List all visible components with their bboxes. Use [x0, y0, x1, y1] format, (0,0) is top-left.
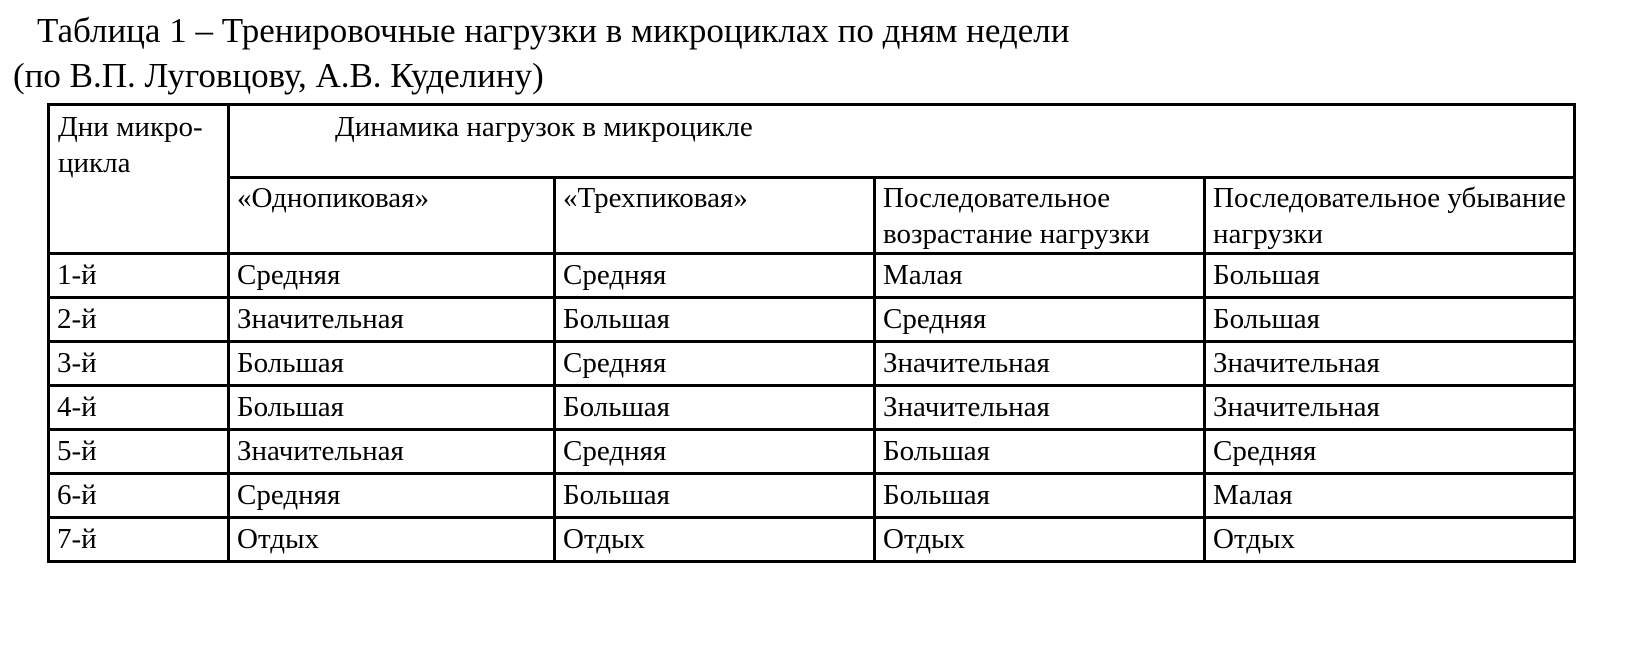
- header-row-group: [49, 105, 1575, 178]
- load-value: Отдых: [229, 518, 555, 562]
- day-label: 7-й: [49, 518, 229, 562]
- header-load-dynamics-group: Динамика нагрузок в микроцикле: [229, 105, 1575, 178]
- load-value: Малая: [875, 254, 1205, 298]
- load-value: Значительная: [875, 386, 1205, 430]
- table-caption-line-2: (по В.П. Луговцову, А.В. Куделину): [13, 56, 544, 95]
- day-label: 2-й: [49, 298, 229, 342]
- load-value: Значительная: [1205, 386, 1575, 430]
- load-value: Средняя: [1205, 430, 1575, 474]
- load-value: Значительная: [1205, 342, 1575, 386]
- load-value: Большая: [229, 386, 555, 430]
- load-value: Большая: [875, 430, 1205, 474]
- day-label: 4-й: [49, 386, 229, 430]
- load-value: Средняя: [555, 342, 875, 386]
- document-page: [0, 8, 1625, 645]
- load-value: Средняя: [229, 474, 555, 518]
- load-value: Большая: [555, 298, 875, 342]
- header-sequential-increase: Последовательное возрастание нагрузки: [875, 178, 1205, 254]
- table-caption-line-1: Таблица 1 – Тренировочные нагрузки в микроциклах по дням недели: [37, 11, 1070, 50]
- load-value: Значительная: [229, 298, 555, 342]
- load-value: Значительная: [875, 342, 1205, 386]
- table-row-day-2: [49, 298, 1575, 342]
- load-value: Большая: [875, 474, 1205, 518]
- header-triple-peak: «Трехпиковая»: [555, 178, 875, 254]
- table-row-day-3: [49, 342, 1575, 386]
- header-single-peak: «Однопиковая»: [229, 178, 555, 254]
- day-label: 3-й: [49, 342, 229, 386]
- load-value: Средняя: [555, 430, 875, 474]
- table-row-day-1: [49, 254, 1575, 298]
- load-value: Большая: [555, 474, 875, 518]
- load-value: Отдых: [1205, 518, 1575, 562]
- header-row-columns: [49, 178, 1575, 254]
- header-sequential-decrease: Последовательное убывание нагрузки: [1205, 178, 1575, 254]
- load-value: Малая: [1205, 474, 1575, 518]
- training-loads-table: [47, 103, 1576, 563]
- load-value: Средняя: [229, 254, 555, 298]
- day-label: 5-й: [49, 430, 229, 474]
- day-label: 1-й: [49, 254, 229, 298]
- table-row-day-5: [49, 430, 1575, 474]
- load-value: Средняя: [875, 298, 1205, 342]
- load-value: Отдых: [555, 518, 875, 562]
- table-row-day-4: [49, 386, 1575, 430]
- load-value: Большая: [1205, 254, 1575, 298]
- load-value: Отдых: [875, 518, 1205, 562]
- load-value: Средняя: [555, 254, 875, 298]
- table-row-day-7: [49, 518, 1575, 562]
- day-label: 6-й: [49, 474, 229, 518]
- table-row-day-6: [49, 474, 1575, 518]
- load-value: Большая: [555, 386, 875, 430]
- load-value: Большая: [229, 342, 555, 386]
- load-value: Значительная: [229, 430, 555, 474]
- header-days-of-microcycle: Дни микро-цикла: [49, 105, 229, 254]
- load-value: Большая: [1205, 298, 1575, 342]
